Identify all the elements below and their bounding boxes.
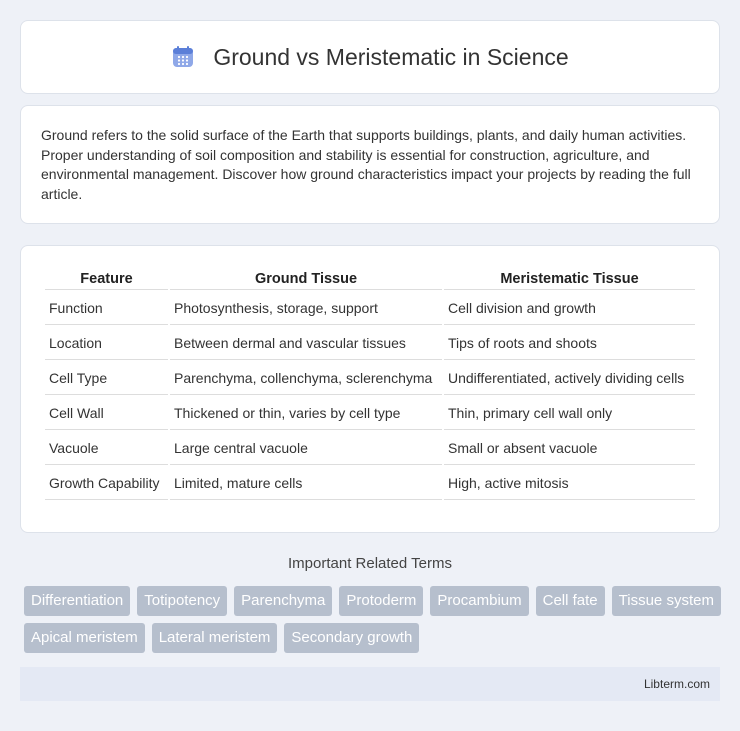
tag-tissue-system[interactable]: Tissue system <box>612 586 721 616</box>
table-cell: Thickened or thin, varies by cell type <box>170 397 442 430</box>
tag-apical-meristem[interactable]: Apical meristem <box>24 623 145 653</box>
related-terms-list <box>24 586 724 653</box>
tag-differentiation[interactable]: Differentiation <box>24 586 130 616</box>
comparison-table <box>43 266 697 502</box>
table-row <box>45 292 695 325</box>
table-row <box>45 362 695 395</box>
tag-totipotency[interactable]: Totipotency <box>137 586 227 616</box>
title-card <box>20 20 720 94</box>
related-terms-title: Important Related Terms <box>288 555 452 572</box>
tag-parenchyma[interactable]: Parenchyma <box>234 586 332 616</box>
tag-lateral-meristem[interactable]: Lateral meristem <box>152 623 278 653</box>
header-meristematic-tissue: Meristematic Tissue <box>444 268 695 290</box>
table-row <box>45 467 695 500</box>
table-cell: Large central vacuole <box>170 432 442 465</box>
table-cell: High, active mitosis <box>444 467 695 500</box>
table-cell: Photosynthesis, storage, support <box>170 292 442 325</box>
table-row <box>45 397 695 430</box>
table-cell: Limited, mature cells <box>170 467 442 500</box>
comparison-card <box>20 245 720 533</box>
tag-cell-fate[interactable]: Cell fate <box>536 586 605 616</box>
table-cell: Between dermal and vascular tissues <box>170 327 442 360</box>
table-cell: Growth Capability <box>45 467 168 500</box>
table-cell: Undifferentiated, actively dividing cells <box>444 362 695 395</box>
header-ground-tissue: Ground Tissue <box>170 268 442 290</box>
footer <box>20 667 720 701</box>
header-feature: Feature <box>45 268 168 290</box>
tag-procambium[interactable]: Procambium <box>430 586 528 616</box>
table-cell: Function <box>45 292 168 325</box>
intro-card <box>20 105 720 224</box>
intro-text: Ground refers to the solid surface of the Earth that supports buildings, plants, and daily human activities. Proper understanding of soil composition and stability is essential for construction, agriculture, and environmental management. Discover how ground characteristics impact your projects by reading the full article. <box>41 127 691 202</box>
tag-secondary-growth[interactable]: Secondary growth <box>284 623 419 653</box>
page-title: Ground vs Meristematic in Science <box>213 43 569 70</box>
table-cell: Thin, primary cell wall only <box>444 397 695 430</box>
table-header-row <box>45 268 695 290</box>
table-cell: Small or absent vacuole <box>444 432 695 465</box>
table-row <box>45 432 695 465</box>
table-cell: Cell Wall <box>45 397 168 430</box>
table-cell: Tips of roots and shoots <box>444 327 695 360</box>
calendar-icon <box>171 45 195 69</box>
table-cell: Parenchyma, collenchyma, sclerenchyma <box>170 362 442 395</box>
table-cell: Cell Type <box>45 362 168 395</box>
table-cell: Cell division and growth <box>444 292 695 325</box>
table-cell: Location <box>45 327 168 360</box>
tag-protoderm[interactable]: Protoderm <box>339 586 423 616</box>
table-row <box>45 327 695 360</box>
table-cell: Vacuole <box>45 432 168 465</box>
footer-link[interactable]: Libterm.com <box>643 677 710 691</box>
